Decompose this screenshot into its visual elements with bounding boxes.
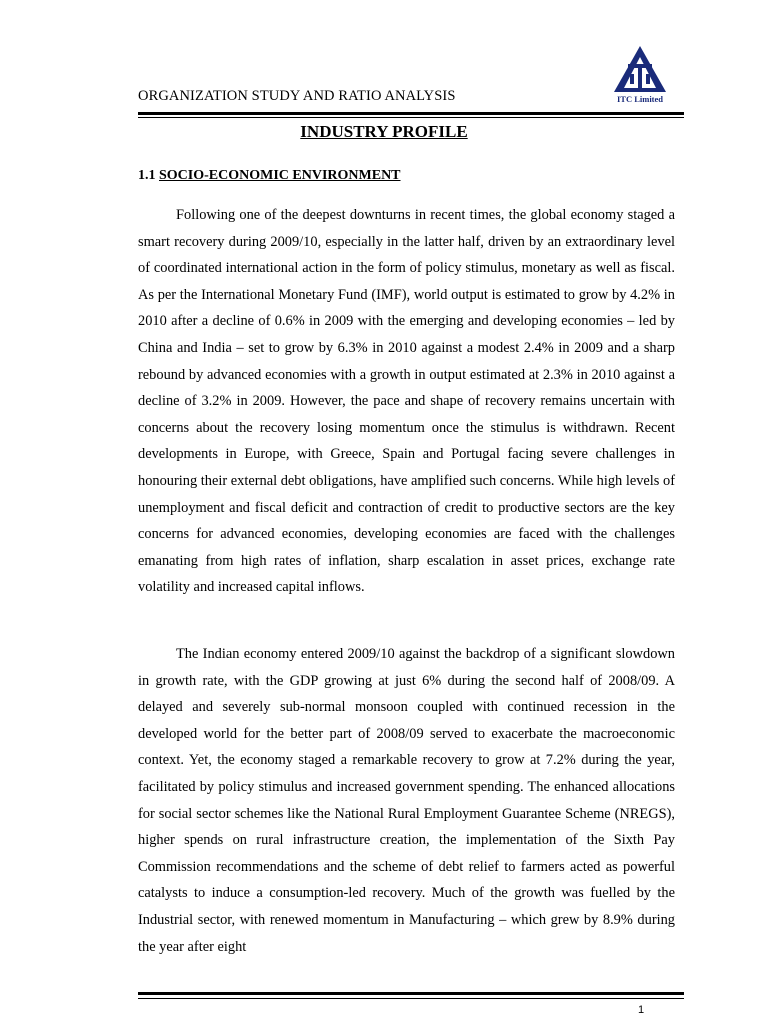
- page-heading: INDUSTRY PROFILE: [300, 122, 468, 141]
- paragraph-text: Following one of the deepest downturns in recent times, the global economy staged a smart recovery during 2009/10, especially in the latter half, driven by an extraordinary level of coordinated international action in the form of policy stimulus, monetary as well as fiscal. As per the International Monetary Fund (IMF), world output is estimated to grow by 4.2% in 2010 after a decline of 0.6% in 2009 with the emerging and developing economies – led by China and India – set to grow by 6.3% in 2010 against a modest 2.4% in 2009 and a sharp rebound by advanced economies with a growth in output estimated at 2.3% in 2010 against a decline of 3.2% in 2009. However, the pace and shape of recovery remains uncertain with concerns about the recovery losing momentum once the stimulus is withdrawn. Recent developments in Europe, with Greece, Spain and Portugal facing severe challenges in honouring their external debt obligations, have amplified such concerns. While high levels of unemployment and fiscal deficit and contraction of credit to productive sectors are the key concerns for advanced economies, developing economies are faced with the challenges emanating from high rates of inflation, sharp escalation in asset prices, exchange rate volatility and increased capital inflows.: [138, 207, 675, 596]
- section-title: SOCIO-ECONOMIC ENVIRONMENT: [159, 168, 401, 183]
- itc-logo-icon: [608, 44, 672, 106]
- itc-logo-graphic: [608, 44, 672, 94]
- header-title: ORGANIZATION STUDY AND RATIO ANALYSIS: [138, 88, 456, 104]
- page-number: 1: [638, 1004, 645, 1016]
- logo-text: ITC Limited: [616, 94, 664, 104]
- paragraph-text: The Indian economy entered 2009/10 against the backdrop of a significant slowdown in growth rate, with the GDP growing at just 6% during the second half of 2008/09. A delayed and severely sub-normal monsoon coupled with continued recession in the developed world for the better part of 2008/09 served to exacerbate the macroeconomic context. Yet, the economy staged a remarkable recovery to grow at 7.2% during the year, facilitated by policy stimulus and increased government spending. The enhanced allocations for social sector schemes like the National Rural Employment Guarantee Scheme (NREGS), higher spends on rural infrastructure creation, the implementation of the Sixth Pay Commission recommendations and the scheme of debt relief to farmers acted as powerful catalysts to induce a consumption-led recovery. Much of the growth was fuelled by the Industrial sector, with renewed momentum in Manufacturing – which grew by 8.9% during the year after eight: [138, 646, 675, 955]
- paragraph-indian-economy: [138, 641, 675, 960]
- paragraph-global-economy: [138, 202, 675, 601]
- header-rule-thin: [138, 117, 684, 118]
- footer-rule-thin: [138, 998, 684, 999]
- header-rule-thick: [138, 112, 684, 115]
- footer-rule-thick: [138, 992, 684, 995]
- section-heading: [138, 168, 401, 184]
- section-number: 1.1: [138, 168, 156, 183]
